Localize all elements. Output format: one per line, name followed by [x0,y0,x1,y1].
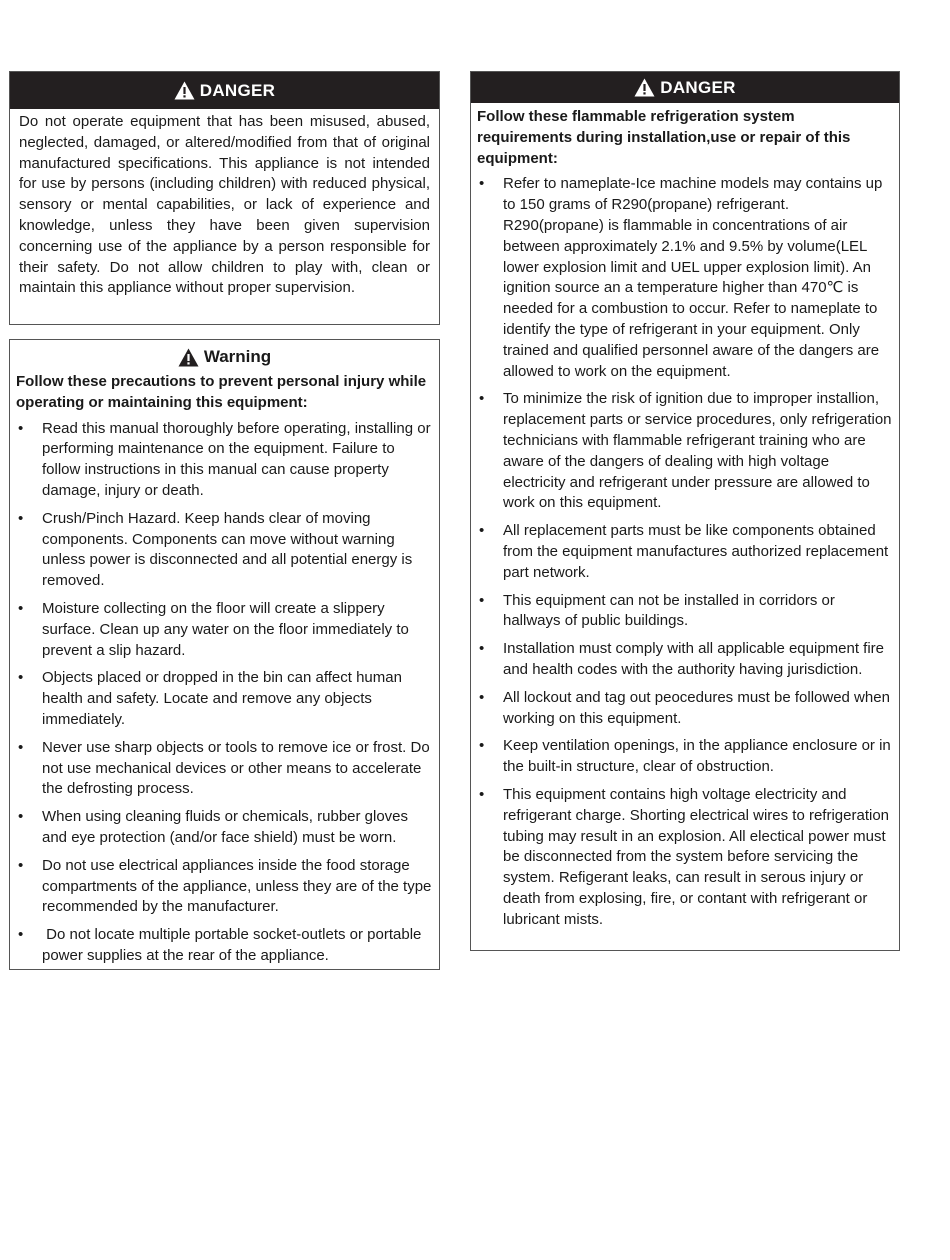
list-item: • Never use sharp objects or tools to remove ice or frost. Do not use mechanical devices or other means to accelerate the defrosting process. [18,738,430,798]
warning-title: Warning [203,347,272,366]
warning-box [9,339,440,970]
list-item: • Objects placed or dropped in the bin can affect human health and safety. Locate and remove any objects immediately. [18,669,402,728]
danger-box-right [470,71,900,951]
list-item: • Refer to nameplate-Ice machine models may contains up to 150 grams of R290(propane) refrigerant. R290(propane) is flammable in concentrations of air between approximately 2.1% and 9.5% by volume(LEL lower explosion limit and UEL upper explosion limit). An ignition source an a temperature higher than 470℃ is needed for a combustion to occur. Refer to nameplate to identify the type of refrigerant in your equipment. Only trained and qualified personnel aware of the dangers are allowed to work on the equipment. [479,175,883,380]
list-item: • Moisture collecting on the floor will create a slippery surface. Clean up any water on the floor immediately to prevent a slip hazard. [18,599,409,659]
warning-triangle-icon [634,78,655,97]
list-item: • To minimize the risk of ignition due to improper installion, replacement parts or service procedures, only refrigeration technicians with flammable refrigerant training who are aware of the dangers of dealing with high voltage electricity and refrigerant under pressure are allowed to work on this equipment. [479,390,892,512]
list-item: • Crush/Pinch Hazard. Keep hands clear of moving components. Components can move without warning unless power is disconnected and all potential energy is removed. [18,509,413,590]
list-item: • All lockout and tag out peocedures must be followed when working on this equipment. [479,688,890,727]
warning-triangle-icon [174,81,195,100]
list-item: • Do not locate multiple portable socket-outlets or portable power supplies at the rear of the appliance. [18,926,426,964]
warning-triangle-icon [178,348,199,367]
warning-header [10,340,439,372]
list-item: • All replacement parts must be like components obtained from the equipment manufactures authorized replacement part network. [479,522,889,581]
warning-intro: Follow these precautions to prevent personal injury while operating or maintaining this equipment: [16,373,427,411]
danger-text: Do not operate equipment that has been misused, abused, neglected, damaged, or altered/modified from that of original manufactured specifications. This appliance is not intended for use by persons (including children) with reduced physical, sensory or mental capabilities, or lack of experience and knowledge, unless they have been given supervision concerning use of the appliance by a person responsible for their safety. Do not allow children to play with, clean or maintain this appliance without proper supervision. [19,113,430,297]
list-item: • Installation must comply with all applicable equipment fire and health codes with the authority having jurisdiction. [479,640,885,678]
danger-box-left [9,71,440,325]
danger-intro: Follow these flammable refrigeration system requirements during installation,use or repair of this equipment: [477,108,851,167]
danger-title: DANGER [199,80,276,100]
danger-header [10,72,439,109]
list-item: • This equipment contains high voltage electricity and refrigerant charge. Shorting electrical wires to refrigeration tubing may result in an explosion. All electical power must be disconnected from the system before servicing the system. Refigerant leaks, can result in serous injury or death from explosing, fire, or contant with refrigerant or lubricant mists. [479,785,890,928]
list-item: • This equipment can not be installed in corridors or hallways of public buildings. [479,591,835,630]
list-item: • Do not use electrical appliances inside the food storage compartments of the appliance, unless they are of the type recommended by the manufacturer. [18,856,432,916]
list-item: • Read this manual thoroughly before operating, installing or performing maintenance on the equipment. Failure to follow instructions in this manual can cause property damage, injury or death. [18,419,431,499]
list-item: • When using cleaning fluids or chemicals, rubber gloves and eye protection (and/or face shield) must be worn. [18,808,409,846]
danger-list [471,174,899,930]
danger-header [471,72,899,103]
warning-list [10,419,439,967]
danger-title: DANGER [660,77,736,97]
list-item: • Keep ventilation openings, in the appliance enclosure or in the built-in structure, clear of obstruction. [479,737,891,776]
